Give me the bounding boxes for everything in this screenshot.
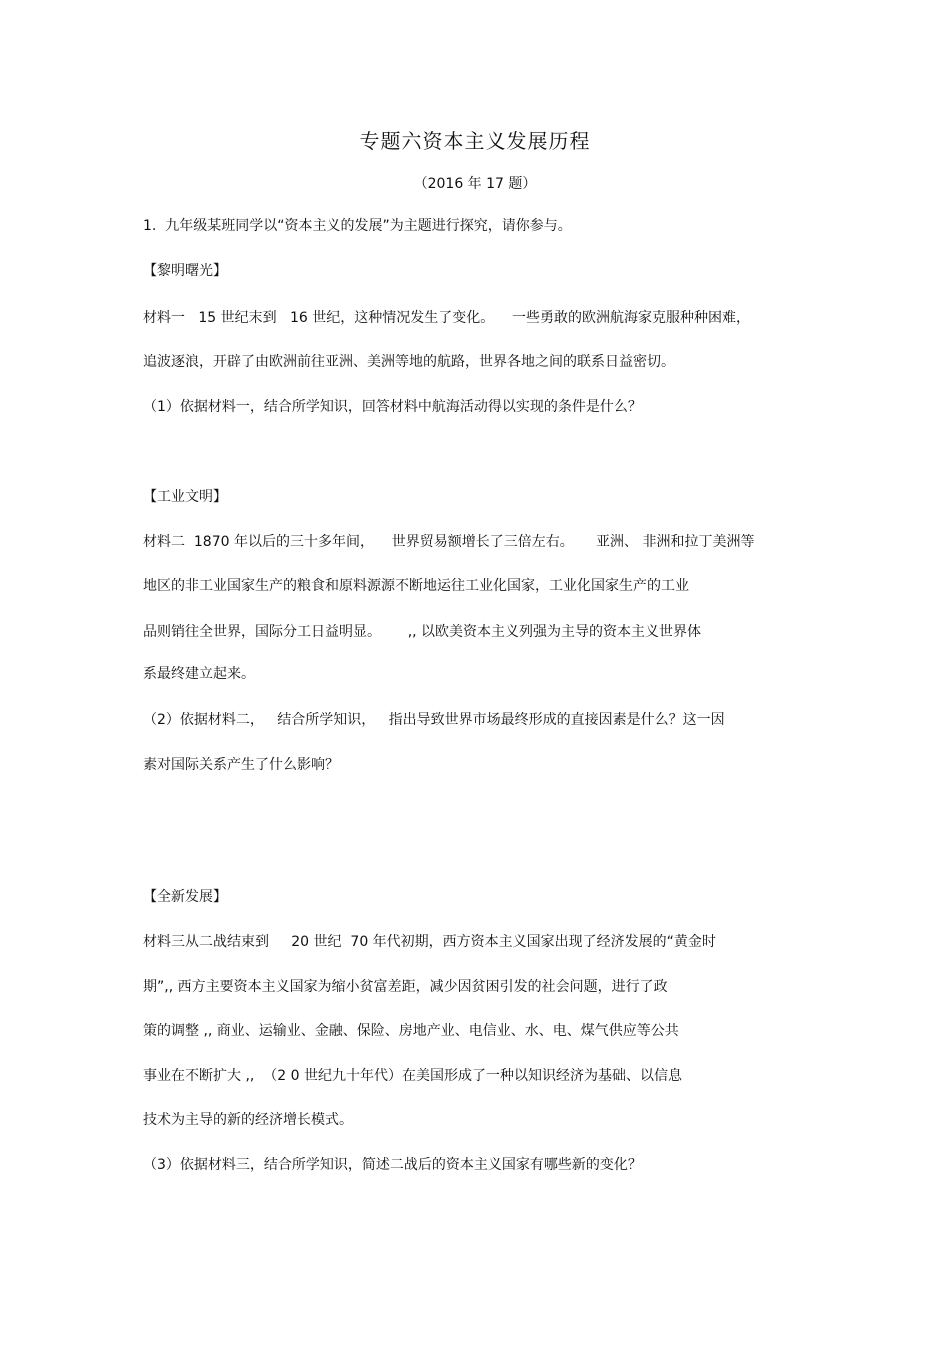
question-line: （1）依据材料一，结合所学知识，回答材料中航海活动得以实现的条件是什么？ [143, 399, 642, 415]
question-line: 素对国际关系产生了什么影响？ [143, 757, 339, 773]
page-title: 专题六资本主义发展历程 [359, 129, 591, 153]
material-line: 追波逐浪，开辟了由欧洲前往亚洲、美洲等地的航路，世界各地之间的联系日益密切。 [143, 354, 675, 370]
question-intro: 1. 九年级某班同学以“资本主义的发展”为主题进行探究，请你参与。 [143, 218, 572, 234]
material-line: 技术为主导的新的经济增长模式。 [143, 1112, 353, 1128]
material-line: 期”,, 西方主要资本主义国家为缩小贫富差距，减少因贫困引发的社会问题，进行了政 [143, 979, 668, 995]
question-line: （3）依据材料三，结合所学知识，简述二战后的资本主义国家有哪些新的变化？ [143, 1157, 642, 1173]
material-line: 事业在不断扩大 ,, （2 0 世纪九十年代）在美国形成了一种以知识经济为基础、以信息 [143, 1068, 682, 1084]
material-line: 材料二 1870 年以后的三十多年间， 世界贸易额增长了三倍左右。 亚洲、 非洲和拉丁美洲等 [143, 534, 755, 550]
section-heading: 【全新发展】 [143, 889, 227, 905]
material-line: 策的调整 ,, 商业、运输业、金融、保险、房地产业、电信业、水、电、煤气供应等公共 [143, 1023, 679, 1039]
material-line: 系最终建立起来。 [143, 666, 255, 682]
material-line: 地区的非工业国家生产的粮食和原料源源不断地运往工业化国家，工业化国家生产的工业 [143, 578, 689, 594]
material-line: 材料一 15 世纪末到 16 世纪，这种情况发生了变化。 一些勇敢的欧洲航海家克服种种困难， [143, 310, 751, 326]
section-heading: 【工业文明】 [143, 489, 227, 505]
page-subtitle: （2016 年 17 题） [413, 176, 537, 192]
question-line: （2）依据材料二， 结合所学知识， 指出导致世界市场最终形成的直接因素是什么？这一因 [143, 712, 725, 728]
material-line: 品则销往全世界，国际分工日益明显。 ,, 以欧美资本主义列强为主导的资本主义世界体 [143, 624, 702, 640]
material-line: 材料三从二战结束到 20 世纪 70 年代初期，西方资本主义国家出现了经济发展的“黄金时 [143, 934, 716, 950]
section-heading: 【黎明曙光】 [143, 263, 227, 279]
